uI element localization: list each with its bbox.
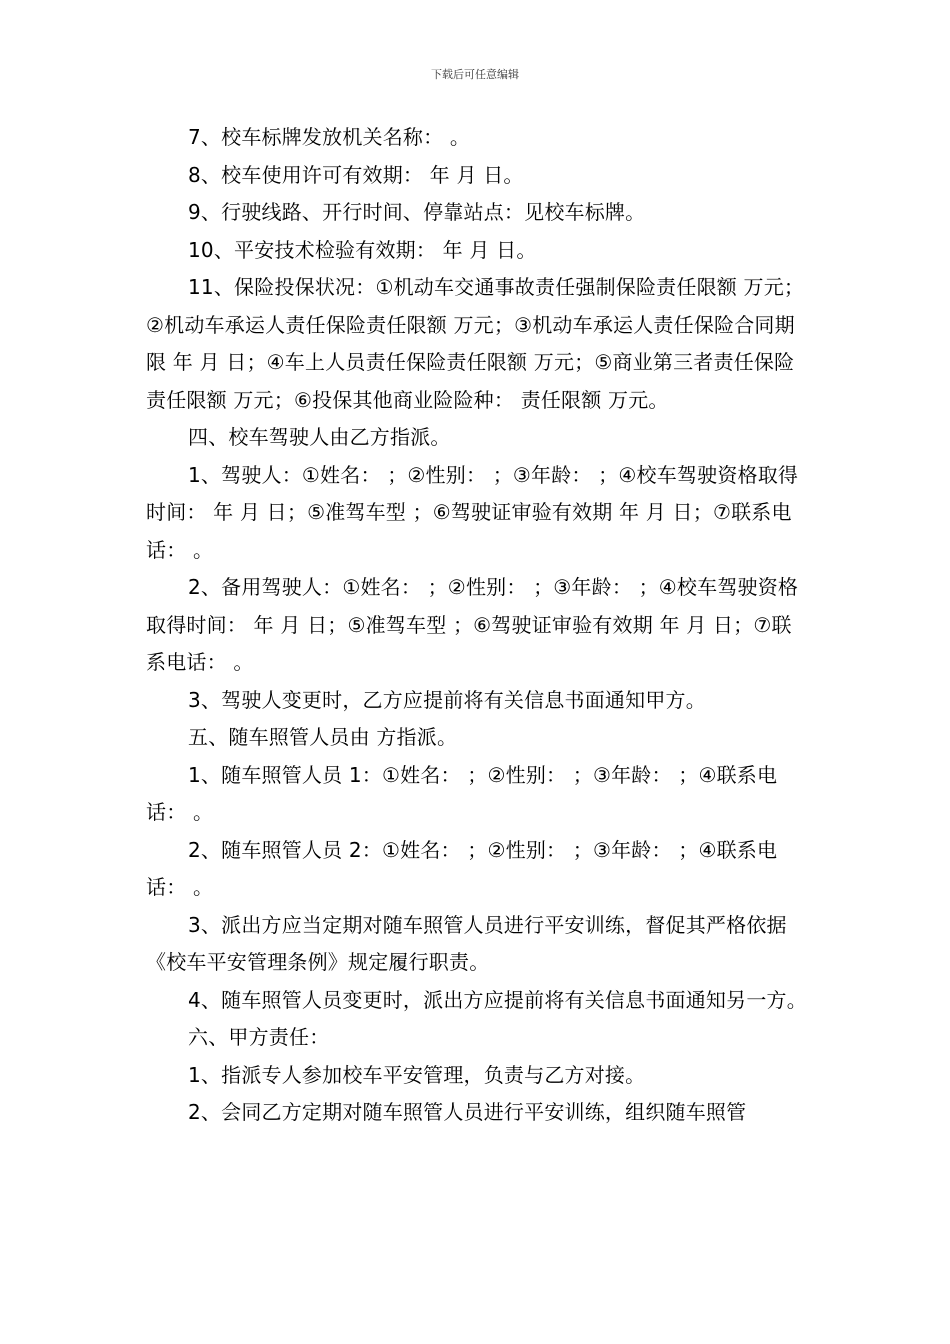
paragraph-driver: 1、驾驶人：①姓名： ；②性别： ；③年龄： ；④校车驾驶资格取得时间： 年 月 日；⑤准驾车型 ；⑥驾驶证审验有效期 年 月 日；⑦联系电话： 。 <box>146 462 799 562</box>
page-header: 下载后可任意编辑 <box>431 68 519 81</box>
paragraph-item-11-insurance: 11、保险投保状况：①机动车交通事故责任强制保险责任限额 万元；②机动车承运人责任保险责任限额 万元；③机动车承运人责任保险合同期限 年 月 日；④车上人员责任保险责任限额 万元；⑤商业第三者责任保险责任限额 万元；⑥投保其他商业险险种： 责任限额 万元。 <box>146 275 805 412</box>
paragraph-party-a-duty-2: 2、会同乙方定期对随车照管人员进行平安训练，组织随车照管 <box>188 1100 747 1124</box>
paragraph-item-10: 10、平安技术检验有效期： 年 月 日。 <box>188 237 537 262</box>
section-heading-4: 四、校车驾驶人由乙方指派。 <box>188 425 451 449</box>
paragraph-backup-driver: 2、备用驾驶人：①姓名： ；②性别： ；③年龄： ；④校车驾驶资格取得时间： 年 月 日；⑤准驾车型 ；⑥驾驶证审验有效期 年 月 日；⑦联系电话： 。 <box>146 575 799 674</box>
paragraph-driver-change: 3、驾驶人变更时，乙方应提前将有关信息书面通知甲方。 <box>188 687 706 712</box>
paragraph-item-7: 7、校车标牌发放机关名称： 。 <box>188 125 471 149</box>
section-heading-5: 五、随车照管人员由 方指派。 <box>188 725 458 749</box>
paragraph-attendant-2: 2、随车照管人员 2：①姓名： ；②性别： ；③年龄： ；④联系电话： 。 <box>146 837 778 899</box>
paragraph-party-a-duty-1: 1、指派专人参加校车平安管理，负责与乙方对接。 <box>188 1062 646 1087</box>
paragraph-attendant-1: 1、随车照管人员 1：①姓名： ；②性别： ；③年龄： ；④联系电话： 。 <box>146 762 778 824</box>
section-heading-6: 六、甲方责任： <box>188 1025 330 1049</box>
paragraph-attendant-training: 3、派出方应当定期对随车照管人员进行平安训练，督促其严格依据《校车平安管理条例》规定履行职责。 <box>146 912 787 974</box>
document-body <box>146 119 810 1132</box>
paragraph-item-9: 9、行驶线路、开行时间、停靠站点：见校车标牌。 <box>188 200 646 224</box>
paragraph-attendant-change: 4、随车照管人员变更时，派出方应提前将有关信息书面通知另一方。 <box>188 987 807 1012</box>
paragraph-item-8: 8、校车使用许可有效期： 年 月 日。 <box>188 162 524 187</box>
